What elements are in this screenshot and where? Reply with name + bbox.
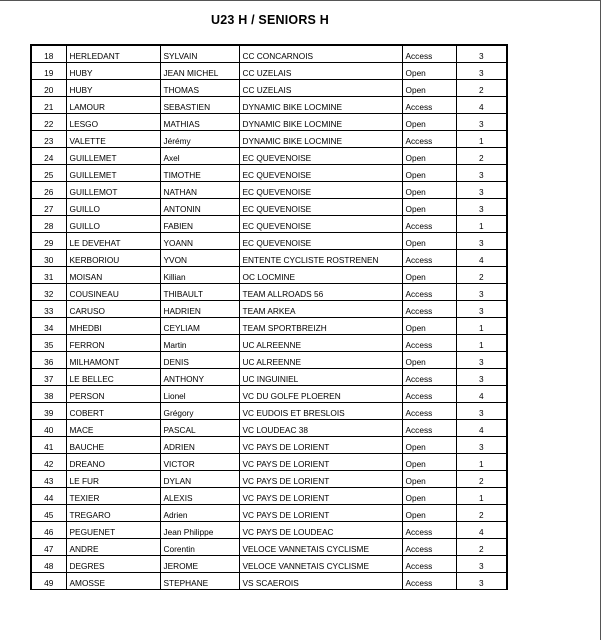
bib-number-cell: 32 [31,284,66,301]
category-type-cell: Access [402,420,456,437]
bib-number-cell: 27 [31,199,66,216]
category-type-cell: Open [402,454,456,471]
first-name-cell: THIBAULT [160,284,239,301]
bib-number-cell: 37 [31,369,66,386]
bib-number-cell: 31 [31,267,66,284]
club-cell: CC UZELAIS [239,63,402,80]
first-name-cell: JEAN MICHEL [160,63,239,80]
level-cell: 3 [456,556,507,573]
last-name-cell: LAMOUR [66,97,160,114]
club-cell: ENTENTE CYCLISTE ROSTRENEN [239,250,402,267]
first-name-cell: Axel [160,148,239,165]
table-row [31,352,507,369]
level-cell: 3 [456,233,507,250]
club-cell: VC PAYS DE LORIENT [239,454,402,471]
last-name-cell: BAUCHE [66,437,160,454]
last-name-cell: MHEDBI [66,318,160,335]
last-name-cell: MOISAN [66,267,160,284]
first-name-cell: Lionel [160,386,239,403]
last-name-cell: PERSON [66,386,160,403]
last-name-cell: HUBY [66,63,160,80]
rider-table [30,44,508,590]
category-type-cell: Open [402,148,456,165]
last-name-cell: KERBORIOU [66,250,160,267]
level-cell: 4 [456,97,507,114]
category-type-cell: Access [402,216,456,233]
last-name-cell: COUSINEAU [66,284,160,301]
table-row [31,148,507,165]
club-cell: VC PAYS DE LORIENT [239,471,402,488]
club-cell: EC QUEVENOISE [239,233,402,250]
table-row [31,284,507,301]
bib-number-cell: 43 [31,471,66,488]
category-type-cell: Access [402,556,456,573]
level-cell: 4 [456,386,507,403]
level-cell: 1 [456,488,507,505]
club-cell: EC QUEVENOISE [239,216,402,233]
table-row [31,182,507,199]
club-cell: DYNAMIC BIKE LOCMINE [239,131,402,148]
first-name-cell: CEYLIAM [160,318,239,335]
last-name-cell: GUILLEMOT [66,182,160,199]
level-cell: 1 [456,318,507,335]
level-cell: 3 [456,369,507,386]
club-cell: EC QUEVENOISE [239,148,402,165]
last-name-cell: VALETTE [66,131,160,148]
last-name-cell: COBERT [66,403,160,420]
category-type-cell: Open [402,318,456,335]
club-cell: VC PAYS DE LORIENT [239,505,402,522]
table-row [31,199,507,216]
bib-number-cell: 46 [31,522,66,539]
level-cell: 1 [456,131,507,148]
bib-number-cell: 38 [31,386,66,403]
bib-number-cell: 45 [31,505,66,522]
table-row [31,573,507,590]
first-name-cell: Martin [160,335,239,352]
first-name-cell: FABIEN [160,216,239,233]
table-row [31,318,507,335]
level-cell: 4 [456,420,507,437]
bib-number-cell: 44 [31,488,66,505]
level-cell: 3 [456,63,507,80]
bib-number-cell: 28 [31,216,66,233]
level-cell: 3 [456,182,507,199]
bib-number-cell: 34 [31,318,66,335]
page-title: U23 H / SENIORS H [210,13,329,27]
table-row [31,63,507,80]
last-name-cell: LE FUR [66,471,160,488]
first-name-cell: DENIS [160,352,239,369]
table-row [31,369,507,386]
category-type-cell: Open [402,488,456,505]
table-row [31,471,507,488]
club-cell: TEAM SPORTBREIZH [239,318,402,335]
club-cell: VC EUDOIS ET BRESLOIS [239,403,402,420]
level-cell: 3 [456,165,507,182]
first-name-cell: HADRIEN [160,301,239,318]
club-cell: VELOCE VANNETAIS CYCLISME [239,539,402,556]
level-cell: 3 [456,403,507,420]
bib-number-cell: 42 [31,454,66,471]
category-type-cell: Open [402,437,456,454]
category-type-cell: Open [402,199,456,216]
first-name-cell: PASCAL [160,420,239,437]
table-row [31,488,507,505]
last-name-cell: LESGO [66,114,160,131]
last-name-cell: CARUSO [66,301,160,318]
level-cell: 2 [456,539,507,556]
bib-number-cell: 40 [31,420,66,437]
last-name-cell: LE DEVEHAT [66,233,160,250]
table-row [31,267,507,284]
level-cell: 4 [456,250,507,267]
first-name-cell: Grégory [160,403,239,420]
bib-number-cell: 41 [31,437,66,454]
category-type-cell: Access [402,97,456,114]
club-cell: DYNAMIC BIKE LOCMINE [239,97,402,114]
bib-number-cell: 25 [31,165,66,182]
bib-number-cell: 47 [31,539,66,556]
last-name-cell: ANDRE [66,539,160,556]
club-cell: TEAM ARKEA [239,301,402,318]
category-type-cell: Access [402,301,456,318]
bib-number-cell: 33 [31,301,66,318]
first-name-cell: ANTONIN [160,199,239,216]
category-type-cell: Open [402,471,456,488]
level-cell: 3 [456,199,507,216]
level-cell: 3 [456,45,507,63]
level-cell: 3 [456,437,507,454]
last-name-cell: DREANO [66,454,160,471]
category-type-cell: Open [402,63,456,80]
club-cell: VC PAYS DE LORIENT [239,488,402,505]
table-row [31,386,507,403]
club-cell: EC QUEVENOISE [239,182,402,199]
table-row [31,403,507,420]
category-type-cell: Open [402,114,456,131]
last-name-cell: PEGUENET [66,522,160,539]
category-type-cell: Access [402,403,456,420]
bib-number-cell: 22 [31,114,66,131]
bib-number-cell: 35 [31,335,66,352]
last-name-cell: LE BELLEC [66,369,160,386]
table-row [31,335,507,352]
bib-number-cell: 26 [31,182,66,199]
category-type-cell: Access [402,131,456,148]
table-row [31,114,507,131]
club-cell: CC CONCARNOIS [239,45,402,63]
category-type-cell: Open [402,165,456,182]
first-name-cell: JEROME [160,556,239,573]
level-cell: 1 [456,454,507,471]
level-cell: 1 [456,335,507,352]
first-name-cell: NATHAN [160,182,239,199]
category-type-cell: Open [402,505,456,522]
level-cell: 2 [456,80,507,97]
bib-number-cell: 18 [31,45,66,63]
first-name-cell: Adrien [160,505,239,522]
table-row [31,301,507,318]
bib-number-cell: 30 [31,250,66,267]
bib-number-cell: 36 [31,352,66,369]
first-name-cell: YOANN [160,233,239,250]
table-row [31,454,507,471]
last-name-cell: GUILLO [66,199,160,216]
table-row [31,250,507,267]
bib-number-cell: 29 [31,233,66,250]
first-name-cell: SYLVAIN [160,45,239,63]
level-cell: 2 [456,471,507,488]
club-cell: VELOCE VANNETAIS CYCLISME [239,556,402,573]
level-cell: 2 [456,505,507,522]
category-type-cell: Access [402,250,456,267]
bib-number-cell: 49 [31,573,66,590]
club-cell: UC ALREENNE [239,335,402,352]
category-type-cell: Open [402,267,456,284]
first-name-cell: Killian [160,267,239,284]
club-cell: VC PAYS DE LOUDEAC [239,522,402,539]
first-name-cell: TIMOTHE [160,165,239,182]
table-row [31,505,507,522]
first-name-cell: Jérémy [160,131,239,148]
club-cell: UC INGUINIEL [239,369,402,386]
first-name-cell: Jean Philippe [160,522,239,539]
table-row [31,97,507,114]
club-cell: EC QUEVENOISE [239,165,402,182]
first-name-cell: ADRIEN [160,437,239,454]
level-cell: 3 [456,114,507,131]
category-type-cell: Open [402,182,456,199]
table-row [31,539,507,556]
table-row [31,45,507,63]
bib-number-cell: 23 [31,131,66,148]
club-cell: DYNAMIC BIKE LOCMINE [239,114,402,131]
bib-number-cell: 20 [31,80,66,97]
page-top-border [0,0,601,1]
table-row [31,80,507,97]
first-name-cell: SEBASTIEN [160,97,239,114]
category-type-cell: Open [402,80,456,97]
last-name-cell: HUBY [66,80,160,97]
last-name-cell: TEXIER [66,488,160,505]
table-row [31,522,507,539]
bib-number-cell: 19 [31,63,66,80]
club-cell: TEAM ALLROADS 56 [239,284,402,301]
last-name-cell: DEGRES [66,556,160,573]
first-name-cell: ALEXIS [160,488,239,505]
club-cell: EC QUEVENOISE [239,199,402,216]
first-name-cell: STEPHANE [160,573,239,590]
first-name-cell: YVON [160,250,239,267]
level-cell: 3 [456,284,507,301]
table-row [31,131,507,148]
category-type-cell: Open [402,233,456,250]
level-cell: 1 [456,216,507,233]
last-name-cell: GUILLEMET [66,165,160,182]
first-name-cell: Corentin [160,539,239,556]
first-name-cell: MATHIAS [160,114,239,131]
last-name-cell: FERRON [66,335,160,352]
first-name-cell: THOMAS [160,80,239,97]
last-name-cell: TREGARO [66,505,160,522]
table-row [31,420,507,437]
level-cell: 3 [456,301,507,318]
category-type-cell: Access [402,335,456,352]
last-name-cell: GUILLEMET [66,148,160,165]
last-name-cell: MILHAMONT [66,352,160,369]
first-name-cell: ANTHONY [160,369,239,386]
first-name-cell: VICTOR [160,454,239,471]
category-type-cell: Access [402,45,456,63]
category-type-cell: Access [402,539,456,556]
table-row [31,165,507,182]
category-type-cell: Access [402,522,456,539]
bib-number-cell: 48 [31,556,66,573]
category-type-cell: Open [402,352,456,369]
club-cell: VC DU GOLFE PLOEREN [239,386,402,403]
first-name-cell: DYLAN [160,471,239,488]
club-cell: VC PAYS DE LORIENT [239,437,402,454]
club-cell: UC ALREENNE [239,352,402,369]
last-name-cell: MACE [66,420,160,437]
category-type-cell: Access [402,369,456,386]
club-cell: CC UZELAIS [239,80,402,97]
table-row [31,437,507,454]
club-cell: OC LOCMINE [239,267,402,284]
level-cell: 3 [456,573,507,590]
last-name-cell: AMOSSE [66,573,160,590]
category-type-cell: Access [402,386,456,403]
level-cell: 3 [456,352,507,369]
category-type-cell: Access [402,573,456,590]
club-cell: VS SCAEROIS [239,573,402,590]
last-name-cell: GUILLO [66,216,160,233]
bib-number-cell: 39 [31,403,66,420]
bib-number-cell: 24 [31,148,66,165]
last-name-cell: HERLEDANT [66,45,160,63]
level-cell: 2 [456,267,507,284]
category-type-cell: Access [402,284,456,301]
level-cell: 2 [456,148,507,165]
level-cell: 4 [456,522,507,539]
table-row [31,233,507,250]
table-row [31,216,507,233]
table-row [31,556,507,573]
club-cell: VC LOUDEAC 38 [239,420,402,437]
bib-number-cell: 21 [31,97,66,114]
rider-table-body [31,45,507,590]
